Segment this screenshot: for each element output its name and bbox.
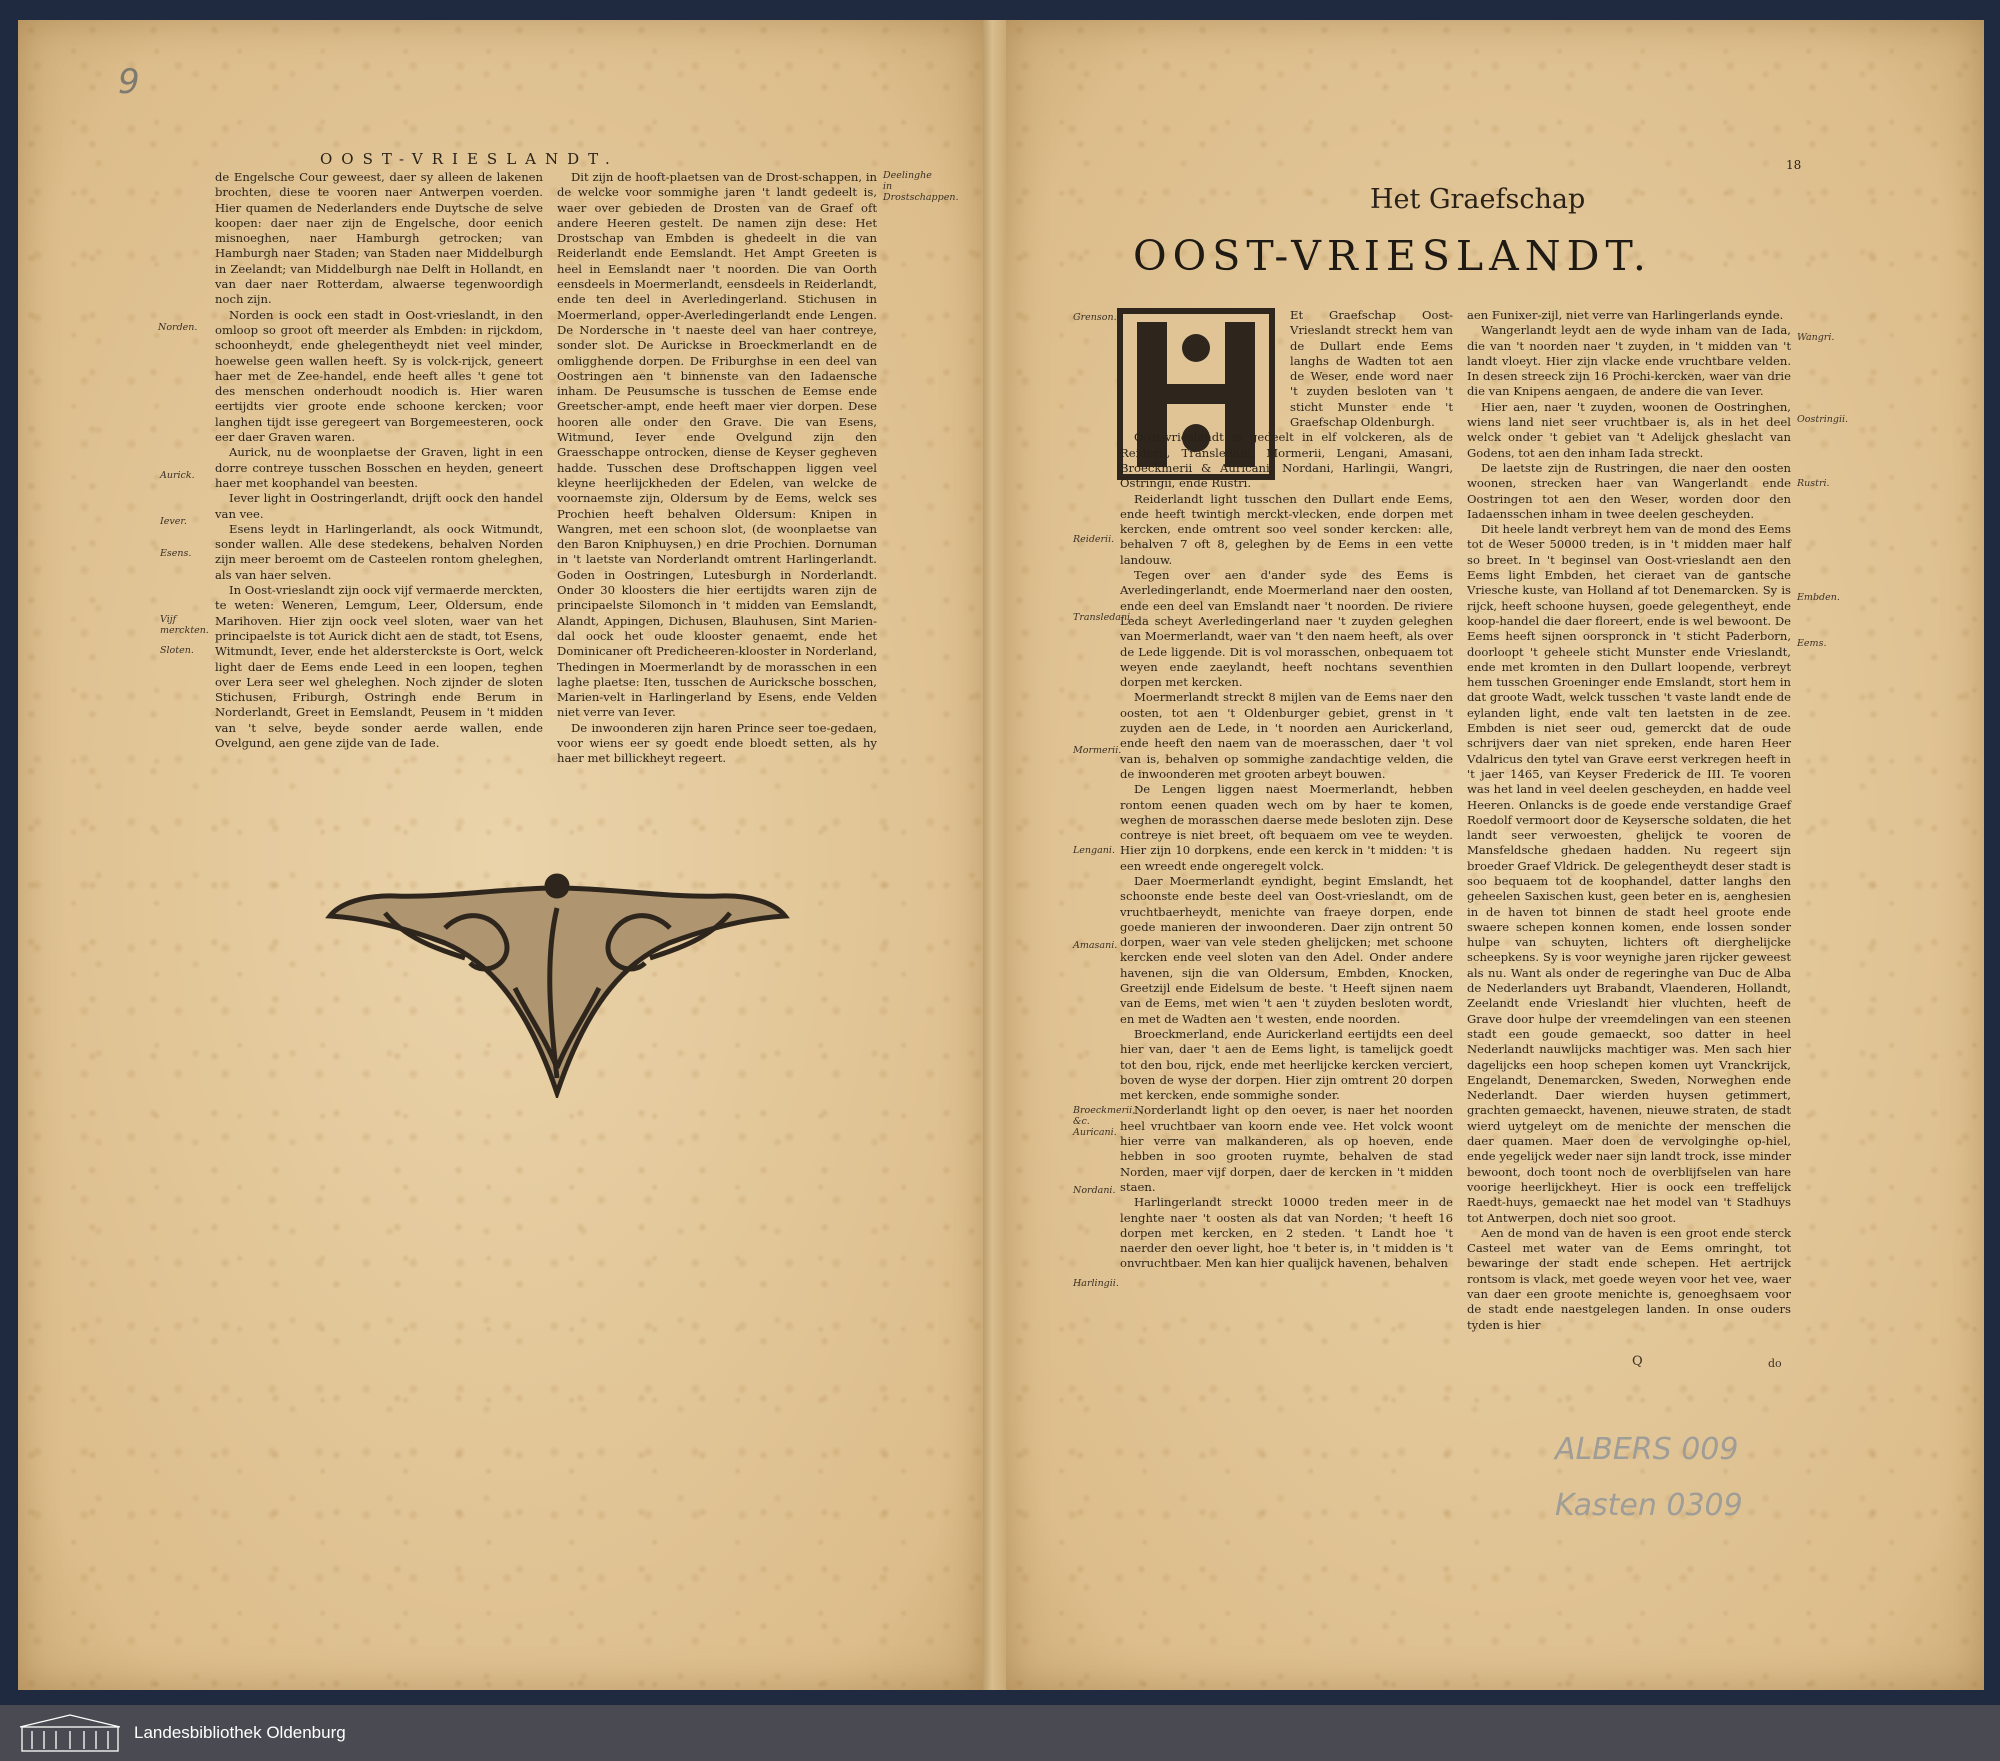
text-paragraph: Tegen over aen d'ander syde des Eems is Averledingerlandt, ende Moermerland naer den oosten, ende een deel van Emslandt naer 't noorden. De riviere Leda scheyt Averledingerland naer 't zuyden geleghen van Moermerlandt, waer van 't den naem heeft, als over de Lede liggende. Dit is vol morasschen, onbequaem tot weyen ende zaeylandt, heeft nochtans seventhien dorpen met kercken. <box>1120 568 1453 690</box>
footer-institution-label: Landesbibliothek Oldenburg <box>134 1723 346 1742</box>
pencil-stamp-line-1: ALBERS 009 <box>1555 1432 1739 1467</box>
margin-note: Broeckmerii, &c. Auricani. <box>1073 1105 1136 1138</box>
margin-note: Vijf merckten. <box>160 614 209 636</box>
text-paragraph: Dit zijn de hooft-plaetsen van de Drost-schappen, in de welcke voor sommighe jaren 't landt gedeelt is, waer over gebieden de Drosten van de Graef oft andere Heeren gestelt. De namen zijn dese: Het Drostschap van Embden is ghedeelt in die van Reiderlandt ende Eemslandt. Het Ampt Greeten is heel in Eemslandt naer 't noorden. Die van Oorth eensdeels in Moermerlandt, eensdeels in Reiderlandt, ende ten deel in Averledingerland. Stichusen in Moermerland, opper-Averledingerlandt ende Lengen. De Norderschе in 't naeste deel van haer contreye, sonder slot. De Aurickse in Broeckmerlandt en de omligghende dorpen. De Friburghse in een deel van Oostringen aen 't binnenste van den Iadaensche inham. De Peusumsche is tusschen de Eemse ende Greetscher-ampt, ende heeft maer vier dorpen. Dese hooren alle onder den Grave. Die van Esens, Witmund, Iever ende Ovelgund zijn den Graesschappe ontrocken, diense de Keyser gegheven hadde. Tusschen dese Droftschappen liggen veel kleyne heerlijckheden der Edelen, van welcke de voornaemste zijn, Oldersum by de Eems, welck ses Prochien heeft behalven Oldersum: Knipen in Wangren, met een schoon slot, (de woonplaetse van den Baron Kniphuysen,) en drie Prochien. Dornuman in 't laetste van Norderlandt omtrent Harlingerlandt. Goden in Oostringen, Lutesburgh in Norderlandt. Onder 30 kloosters die hier eertijdts waren zijn de principaelste Silomonch in 't midden van Eemslandt, Alandt, Appingen, Dichusen, Blauhusen, Sint Marien-dal oock het oude klooster genaemt, ende het Dominicaner oft Predicheeren-klooster in Norderland, Thedingen in Moermerlandt by de morasschen in een laghe plaetse: Iten, tusschen de Aurickschе bosschen, Marien-velt in Harlingerland by Esens, ende Velden niet verre van Iever. <box>557 170 877 720</box>
signature-mark: Q <box>1632 1354 1643 1369</box>
margin-note: Rustri. <box>1797 478 1830 489</box>
margin-note: Embden. <box>1797 592 1840 603</box>
footer-bar <box>0 1705 2000 1761</box>
right-column-2 <box>1467 308 1791 1333</box>
center-fold <box>983 20 1006 1690</box>
pencil-page-number: 9 <box>118 62 140 102</box>
intro-paragraph: Et Graefschap Oost-Vrieslandt streckt hem van de Dullart ende Eems langhs de Wadten tot aen de Weser, ende word naer 't zuyden besloten van 't sticht Munster ende 't Graefschap Oldenburgh. <box>1290 308 1453 430</box>
pencil-stamp-line-2: Kasten 0309 <box>1555 1488 1743 1523</box>
margin-note: Amasani. <box>1073 940 1118 951</box>
text-paragraph: In Oost-vrieslandt zijn oock vijf vermaerde merckten, te weten: Weneren, Lemgum, Leer, Oldersum, ende Marihoven. Hier zijn oock veel sloten, waer van het principaelste is tot Aurick dicht aen de stadt, tot Esens, Witmundt, Iever, ende het aldersterckste is Oort, welck light daer de Eems ende Leed in een loopen, teghen over Lera seer wel gheleghen. Noch zijnder de sloten Stichusen, Friburgh, Ostringh ende Berum in Norderlandt, Greet in Eemslandt, Peusem in 't midden van 't selve, beyde sonder aerde wallen, ende Ovelgund, aen gene zijde van de Iade. <box>215 583 543 750</box>
margin-note: Aurick. <box>160 470 195 481</box>
margin-note: Reiderii. <box>1073 534 1115 545</box>
catchword: do <box>1768 1357 1782 1370</box>
left-column-2 <box>557 170 877 767</box>
margin-note: Wangri. <box>1797 332 1835 343</box>
margin-note: Esens. <box>160 548 192 559</box>
text-paragraph: Harlingerlandt streckt 10000 treden meer in de lenghte naer 't oosten als dat van Norden; 't heeft 16 dorpen met kercken, en 2 steden. 't Landt hoe 't naerder den oever light, hoe 't beter is, in 't midden is 't onvruchtbaer. Men kan hier qualijck havenen, behalven <box>1120 1195 1453 1271</box>
margin-note: Nordani. <box>1073 1185 1116 1196</box>
library-building-icon <box>18 1713 122 1753</box>
text-paragraph: Oost-vrieslandt is gedeelt in elf volckeren, als de Reiderii, Transledani, Mormerii, Lengani, Amasani, Broeckmerii & Auricani, Nordani, Harlingii, Wangri, Ostringii, ende Rustri. <box>1120 430 1453 491</box>
margin-note: Transledani. <box>1073 612 1134 623</box>
margin-note: Harlingii. <box>1073 1278 1119 1289</box>
text-paragraph: Iever light in Oostringerlandt, drijft oock den handel van vee. <box>215 491 543 521</box>
margin-note: Mormerii. <box>1073 745 1122 756</box>
running-head: OOST-VRIESLANDT. <box>320 150 619 168</box>
left-column-1 <box>215 170 543 751</box>
text-paragraph: Norden is oock een stadt in Oost-vrieslandt, in den omloop so groot oft meerder als Embden: in rijckdom, schoonheydt, ende ghelegentheydt niet veel minder, hoewelse geen wallen heeft. Sy is volck-rijck, geneert haer met de Zee-handel, ende heeft alles 't gene tot des menschen onderhoudt noodich is. Hier waren eertijdts vier groote ende schoone kercken; voor langhen tijdt isse geregeert van Borgemeesteren, oock eer daer Graven waren. <box>215 307 543 445</box>
text-paragraph: Dit heele landt verbreyt hem van de mond des Eems tot de Weser 50000 treden, is in 't midden maer half so breet. In 't beginsel van Oost-vrieslandt aen den Eems light Embden, het cieraet van de gantsche Vriesche kuste, van Holland af tot Denemarcken. Sy is rijck, heeft schoone huysen, goede gelegentheyt, ende koop-handel die daer floreert, ende is wel bewoont. De Eems heeft sijnen oorspronck in 't sticht Paderborn, doorloopt 't geheele sticht Munster ende Vrieslandt, ende met kromten in den Dullart loopende, verbreyt hem tusschen Groeninger ende Emslandt, stort hem in dat groote Wadt, welck tusschen 't vaste landt ende de eylanden light, ende valt ten laetsten in de zee. Embden is niet seer oud, gemerckt dat de oude schrijvers daer van niet spreken, ende haren Heer Vdalricus den tytel van Grave eerst verkregen heeft in 't jaer 1465, van Keyser Frederick de III. Te vooren was het land in veel deelen gescheyden, en hadde veel Heeren. Onlancks is de goede ende verstandige Graef Roedolf vermoort door de Keyserschе soldaten, die het landt seer verwoesten, ghelijck te vooren de Mansfeldsche ghedaen hadden. Nu regeert sijn broeder Graef Vldrick. De gelegentheydt deser stadt is soo bequaem tot de koophandel, datter langhs den geheelen Saxischen kust, geen beter en is, aenghesien in de haven tot binnen de stadt heel groote ende swaere schepen konnen komen, ende lossen sonder hulpe van schuyten, lichters oft dierghelijcke scheepkens. Sy is voor weynighe jaren rijcker geweest als nu. Want als onder de regeringhe van Duc de Alba de Nederlanders uyt Brabandt, Vlaenderen, Hollandt, Zeelandt ende Vrieslandt hier vluchten, heeft de Grave door hulpe der vreemdelingen van een steenen stadt een goude gemaeckt, soo datter in heel Nederlandt nauwlijcks machtiger was. Men sach hier dagelijcks een hoop schepen komen uyt Vranckrijck, Engelandt, Denemarcken, Sweden, Norweghen ende Nederlandt. Daer wierden huysen getimmert, grachten gemaeckt, havenen, nieuwe straten, de stadt wierd uytgeleyt om de menichte der menschen die daer quamen. Maer doen de vervolginghe op-hiel, ende yegelijck weder naer sijn landt trock, isse minder bewoont, doch toont noch de overblijfselen van hare voorige heerlijckheyt. Hier is oock een treffelijck Raedt-huys, gemaeckt nae het model van 't Stadhuys tot Antwerpen, doch niet soo groot. <box>1467 522 1791 1225</box>
margin-note: Iever. <box>160 516 187 527</box>
margin-note: Norden. <box>158 322 198 333</box>
text-paragraph: Broeckmerland, ende Aurickerland eertijdts een deel hier van, daer 't aen de Eems light, is tamelijck goedt tot den bou, rijck, ende met heerlijcke kercken verciert, boven de wyse der dorpen. Hier zijn omtrent 20 dorpen met kercken, ende sommighe sonder. <box>1120 1026 1453 1103</box>
margin-note: Oostringii. <box>1797 414 1849 425</box>
text-paragraph: Daer Moermerlandt eyndight, begint Emslandt, het schoonste ende beste deel van Oost-vrieslandt, om de vruchtbaerheydt, menichte van fraeye dorpen, ende goede manieren der inwoonderen. Daer zijn ontrent 50 dorpen, waer van vele steden ghelijcken; met schoone kercken ende veel sloten van den Adel. Onder andere havenen, sijn die van Oldersum, Embden, Knocken, Greetzijl ende Eidelsum de beste. 't Heeft sijnen naem van de Eems, met wien 't aen 't zuyden besloten wordt, en met de Wadten aen 't westen, ende noorden. <box>1120 873 1453 1026</box>
margin-note: Grenson. <box>1073 312 1117 323</box>
margin-note: Eems. <box>1797 638 1827 649</box>
text-paragraph: Hier aen, naer 't zuyden, woonen de Oostringhen, wiens land niet seer vruchtbaer is, als in het deel welck onder 't gebiet van 't Adelijck gheslacht van Godens, tot aen den inham Iada streckt. <box>1467 399 1791 460</box>
text-paragraph: Esens leydt in Harlingerlandt, als oock Witmundt, sonder wallen. Alle dese stedekens, behalven Norden zijn meer beroemt om de Casteelen rontom gheleghen, als van haer selven. <box>215 521 543 582</box>
decorative-ornament <box>325 868 790 1098</box>
text-paragraph: De inwoonderen zijn haren Prince seer toe-gedaen, voor wiens eer sy goedt ende bloedt setten, als hy haer met billickheyt regeert. <box>557 720 877 766</box>
text-paragraph: Aurick, nu de woonplaetse der Graven, light in een dorre contreye tusschen Bosschen en heyden, geneert haer met koophandel van beesten. <box>215 445 543 490</box>
margin-note: Deelinghe in Drostschappen. <box>883 170 959 203</box>
page-title-small: Het Graefschap <box>1370 184 1586 215</box>
page-title-large: OOST-VRIESLANDT. <box>1133 232 1652 280</box>
right-column-1 <box>1120 308 1453 1272</box>
margin-note: Lengani. <box>1073 845 1115 856</box>
text-paragraph: Wangerlandt leydt aen de wyde inham van de Iada, die van 't noorden naer 't zuyden, in 't midden van 't landt vloeyt. Hier zijn vlacke ende vruchtbare velden. In desen streeck zijn 16 Prochi-kercken, waer van drie die van Knipens aengaen, de andere die van Iever. <box>1467 323 1791 399</box>
folio-number: 18 <box>1786 158 1802 172</box>
text-paragraph: aen Funixer-zijl, niet verre van Harlingerlands eynde. <box>1467 308 1784 322</box>
text-paragraph: De laetste zijn de Rustringen, die naer den oosten woonen, strecken haer van Wangerlandt ende Oostringen tot aen den Weser, worden door den Iadaensschen inham in twee deelen gescheyden. <box>1467 460 1791 521</box>
text-paragraph: Norderlandt light op den oever, is naer het noorden heel vruchtbaer van koorn ende vee. Het volck woont hier verre van malkanderen, als op hoeven, ende hebben in soo grooten ruymte, behalven de stad Norden, maer vijf dorpen, daer de kercken in 't midden staen. <box>1120 1103 1453 1194</box>
text-paragraph: de Engelsche Cour geweest, daer sy alleen de lakenen brochten, diese te vooren naer Antwerpen voerden. Hier quamen de Nederlanders ende Duytsche de selve koopen: daer naer zijn de Engelsche, door eenich misnoeghen, naer Hamburgh getrocken; van Hamburgh naer Staden; van Staden naer Middelburgh in Zeelandt; van Middelburgh nae Delft in Hollandt, en van daer naer Rotterdam, alwaerse tegenwoordigh noch zijn. <box>215 170 543 307</box>
margin-note: Sloten. <box>160 645 194 656</box>
text-paragraph: De Lengen liggen naest Moermerlandt, hebben rontom eenen quaden wech om by haer te komen, weghen de morasschen daerse mede besloten zijn. Dese contreye is niet breet, oft bequaem om vee te weyden. Hier zijn 10 dorpkens, ende een kerck in 't midden: 't is een wreedt ende ongeregelt volck. <box>1120 782 1453 873</box>
text-paragraph: Reiderlandt light tusschen den Dullart ende Eems, ende heeft twintigh merckt-vlecken, ende dorpen met kercken, ende omtrent soo veel sonder kercken: alle, behalven 7 oft 8, geleghen by de Eems in een vette landouw. <box>1120 491 1453 567</box>
text-paragraph: Moermerlandt streckt 8 mijlen van de Eems naer den oosten, tot aen 't Oldenburger gebiet, grenst in 't zuyden aen de Lede, in 't noorden aen Aurickerland, ende heeft den naem van de moerasschen, daer 't vol van is, behalven op sommighe zandachtige velden, die de inwoonderen met grooten arbeyt bouwen. <box>1120 690 1453 781</box>
text-paragraph: Aen de mond van de haven is een groot ende sterck Casteel met water van de Eems omringht, tot bewaringe der stadt ende schepen. Het aertrijck rontsom is vlack, met goede weyen voor het vee, waer van daer een groote menichte is, genoeghsaem voor de stadt ende naestgelegen landen. In onse ouders tyden is hier <box>1467 1225 1791 1332</box>
